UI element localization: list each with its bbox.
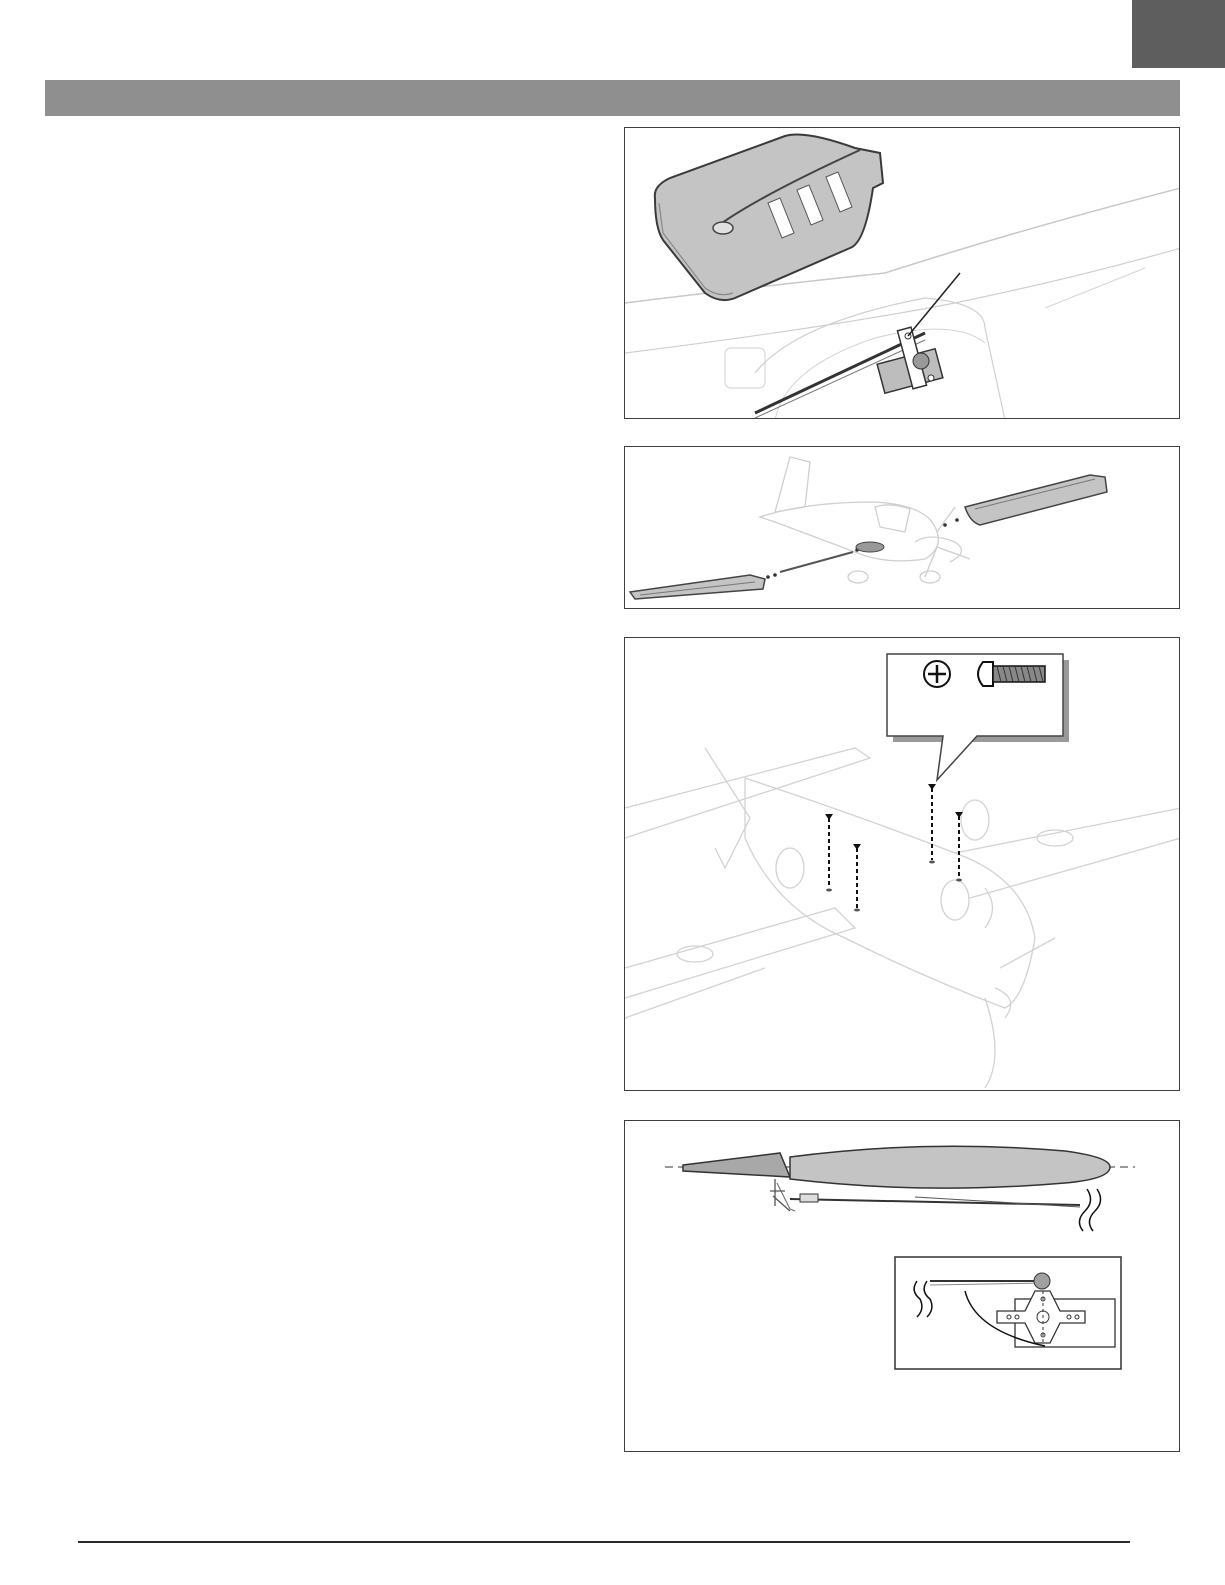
wing-assembly-figure (624, 446, 1180, 609)
wing-screw-install-figure (624, 637, 1180, 1091)
aileron-linkage-illustration (625, 1121, 1180, 1452)
wing-tube-icon (766, 518, 959, 579)
aileron-linkage-figure (624, 1120, 1180, 1452)
battery-hatch-servo-figure (624, 127, 1180, 419)
hatch-icon (655, 135, 883, 301)
section-header-bar (45, 80, 1180, 116)
wing-screw-illustration (625, 638, 1180, 1091)
text-column (45, 125, 605, 1445)
phillips-screwdriver-icon (924, 661, 950, 687)
screw-icon (978, 662, 1045, 686)
airplane-outline (625, 748, 1180, 1088)
wing-assembly-illustration (625, 447, 1180, 609)
hatch-servo-illustration (625, 128, 1180, 419)
aileron-icon (683, 1146, 1110, 1188)
section-tab (1132, 0, 1225, 68)
footer-rule (78, 1541, 1130, 1543)
airplane-icon (760, 457, 970, 583)
wing-icon (630, 475, 1107, 599)
